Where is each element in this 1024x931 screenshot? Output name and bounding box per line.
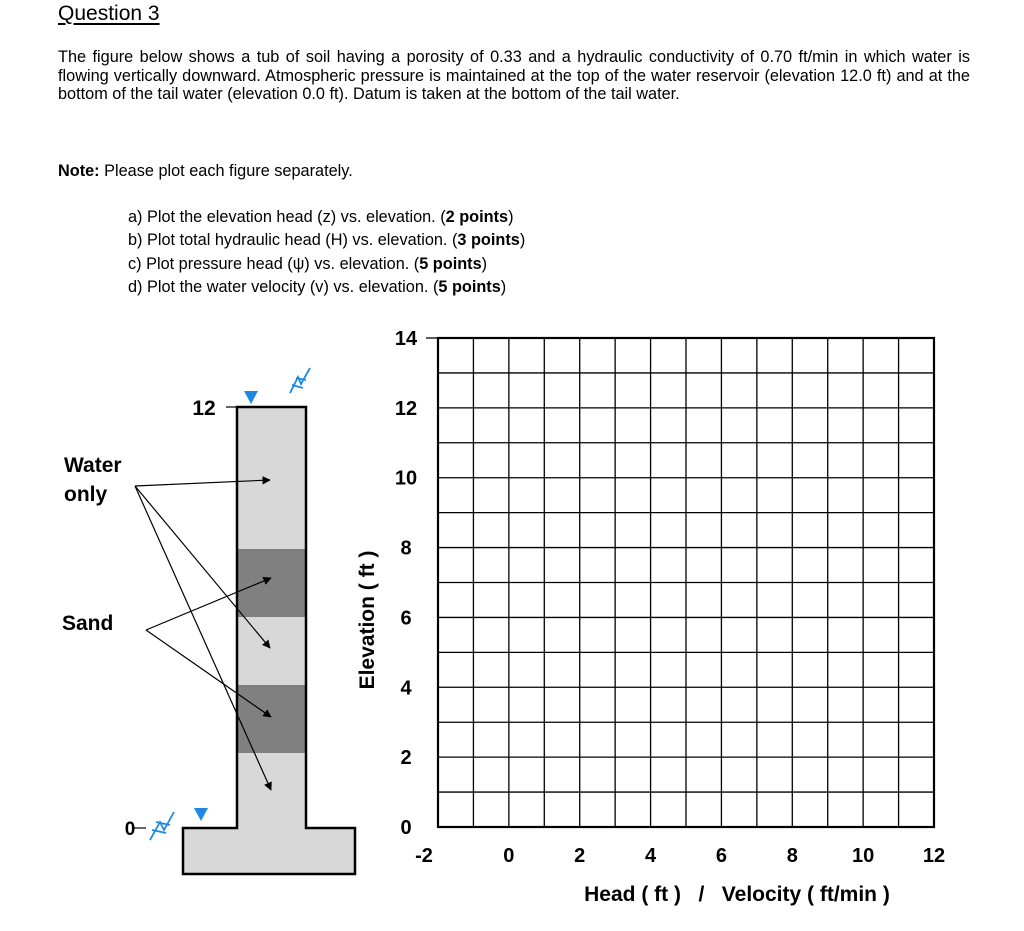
- part-b-close: ): [519, 231, 526, 250]
- plot-grid: [356, 328, 945, 906]
- sand-label: Sand: [62, 612, 114, 635]
- top-elevation-label: 12: [192, 397, 216, 420]
- y-tick-label: 2: [400, 747, 412, 770]
- part-a-text: a) Plot the elevation head (z) vs. elevation. (: [128, 208, 446, 226]
- part-d-text: d) Plot the water velocity (v) vs. elevation. (: [128, 278, 439, 297]
- water-zone-middle: [237, 617, 306, 685]
- y-tick-label: 6: [400, 607, 412, 630]
- y-tick-label: 14: [394, 328, 418, 350]
- question-intro: The figure below shows a tub of soil having a porosity of 0.33 and a hydraulic conductivity of 0.70 ft/min in which water is flowing vertically downward. Atmospheric pressure is maintained at the top of the water reservoir (elevation 12.0 ft) and at the bottom of the tail water (elevation 0.0 ft). Datum is taken at the bottom of the tail water.: [58, 48, 970, 103]
- x-axis-label: Head ( ft ) / Velocity ( ft/min ): [584, 883, 890, 906]
- sand-layer-upper: [237, 549, 306, 617]
- part-b-points: 3 points: [457, 231, 520, 250]
- x-tick-labels: [415, 845, 945, 867]
- x-tick-label: 8: [786, 845, 798, 867]
- water-zone-top: [237, 407, 306, 549]
- tailwater-level-marker-icon: [194, 808, 208, 821]
- y-tick-label: 12: [394, 397, 418, 420]
- y-tick-labels: [395, 328, 438, 839]
- tail-water: [183, 828, 355, 874]
- bottom-elevation-label: 0: [124, 819, 136, 840]
- note-text: Please plot each figure separately.: [99, 162, 353, 180]
- x-tick-label: 0: [503, 845, 515, 867]
- part-b-text: b) Plot total hydraulic head (H) vs. elevation. (: [128, 231, 458, 250]
- y-axis-label: Elevation ( ft ): [356, 550, 379, 690]
- y-tick-label: 0: [400, 817, 412, 839]
- note-label: Note:: [58, 162, 100, 180]
- y-tick-label: 8: [400, 537, 412, 560]
- y-tick-label: 4: [400, 677, 412, 700]
- sand-layer-lower: [237, 685, 306, 753]
- question-title: Question 3: [58, 2, 160, 25]
- x-tick-label: 10: [852, 845, 875, 867]
- gridlines: [438, 338, 934, 827]
- water-label-line1: Water: [64, 454, 122, 477]
- x-tick-label: 2: [574, 845, 586, 867]
- part-a-points: 2 points: [445, 208, 509, 226]
- part-d-points: 5 points: [438, 278, 501, 297]
- x-tick-label: 12: [922, 845, 946, 867]
- water-zone-bottom: [237, 753, 306, 828]
- part-c-text: c) Plot pressure head (ψ) vs. elevation. (: [128, 254, 420, 273]
- water-level-marker-icon: [244, 391, 258, 404]
- y-tick-label: 10: [394, 467, 418, 490]
- x-tick-label: 6: [715, 845, 727, 867]
- x-tick-label: 4: [645, 845, 657, 867]
- water-surface-squiggle-icon: [290, 368, 310, 393]
- part-c-close: ): [481, 254, 488, 273]
- part-a-close: ): [508, 208, 514, 226]
- part-c-points: 5 points: [419, 254, 482, 273]
- tailwater-surface-squiggle-icon: [150, 812, 174, 840]
- part-d-close: ): [500, 278, 507, 297]
- x-tick-label: -2: [415, 845, 433, 867]
- soil-tub-diagram: [62, 368, 355, 874]
- water-label-line2: only: [64, 483, 108, 506]
